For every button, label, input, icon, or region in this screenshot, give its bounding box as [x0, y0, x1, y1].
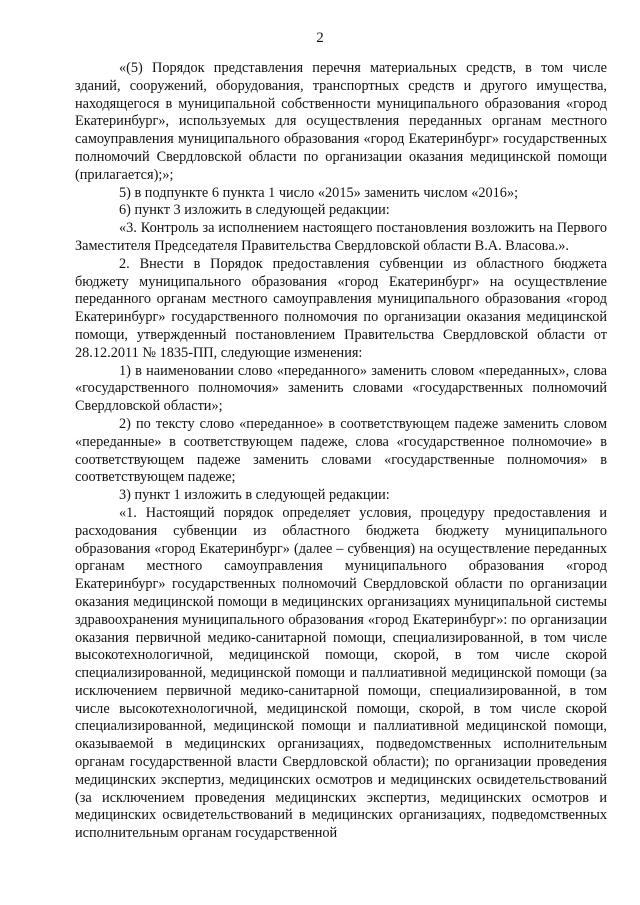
document-body [75, 60, 607, 843]
paragraph-subitem-3: 3) пункт 1 изложить в следующей редакции: [119, 487, 390, 504]
paragraph-subitem-1: 1) в наименовании слово «переданного» заменить словом «переданных», слова «государственного полномочия» заменить словами «государственных полномочий Свердловской области»; [75, 362, 607, 415]
paragraph-subitem-6: 6) пункт 3 изложить в следующей редакции: [119, 202, 390, 219]
paragraph-clause-1-text: «1. Настоящий порядок определяет условия, процедуру предоставления и расходования субвенции из областного бюджета бюджету муниципального образования «город Екатеринбург» (далее – субвенция) на осуществление переданных органам местного самоуправления муниципального образования «город Екатеринбург» государственных полномочий Свердловской области по организации оказания медицинской помощи в медицинских организациях муниципальной системы здравоохранения муниципального образования «город Екатеринбург»: по организации оказания первичной медико-санитарной помощи, специализированной, в том числе высокотехнологичной, медицинской помощи, скорой, в том числе скорой специализированной, медицинской помощи и паллиативной медицинской помощи (за исключением первичной медико-санитарной помощи, специализированной, в том числе высокотехнологичной, медицинской помощи, скорой, в том числе скорой специализированной, медицинской помощи и паллиативной медицинской помощи, оказываемой в медицинских организациях, подведомственных исполнительным органам государственной власти Свердловской области); по организации проведения медицинских экспертиз, медицинских осмотров и медицинских освидетельствований (за исключением проведения медицинских экспертиз, медицинских осмотров и медицинских освидетельствований в медицинских организациях, подведомственных исполнительным органам государственной [75, 504, 607, 842]
paragraph-item-5-procedure: «(5) Порядок представления перечня материальных средств, в том числе зданий, сооружений, оборудования, транспортных средств и другого имущества, находящегося в муниципальной собственности муниципального образования «город Екатеринбург», используемых для осуществления переданных органам местного самоуправления муниципального образования «город Екатеринбург» государственных полномочий Свердловской области по организации оказания медицинской помощи (прилагается);»; [75, 60, 607, 183]
paragraph-subitem-5: 5) в подпункте 6 пункта 1 число «2015» заменить числом «2016»; [119, 184, 519, 201]
paragraph-control-clause: «3. Контроль за исполнением настоящего постановления возложить на Первого Заместителя Председателя Правительства Свердловской области В.А. Власова.». [75, 220, 607, 254]
paragraph-section-2: 2. Внести в Порядок предоставления субвенции из областного бюджета бюджету муниципального образования «город Екатеринбург» на осуществление переданного органам местного самоуправления муниципального образования «город Екатеринбург» государственного полномочия по организации оказания медицинской помощи, утвержденный постановлением Правительства Свердловской области от 28.12.2011 № 1835-ПП, следующие изменения: [75, 255, 607, 361]
paragraph-subitem-2: 2) по тексту слово «переданное» в соответствующем падеже заменить словом «переданные» в соответствующем падеже, слова «государственное полномочие» в соответствующем падеже заменить словами «государственные полномочия» в соответствующем падеже; [75, 415, 607, 486]
page-number: 2 [316, 30, 324, 46]
